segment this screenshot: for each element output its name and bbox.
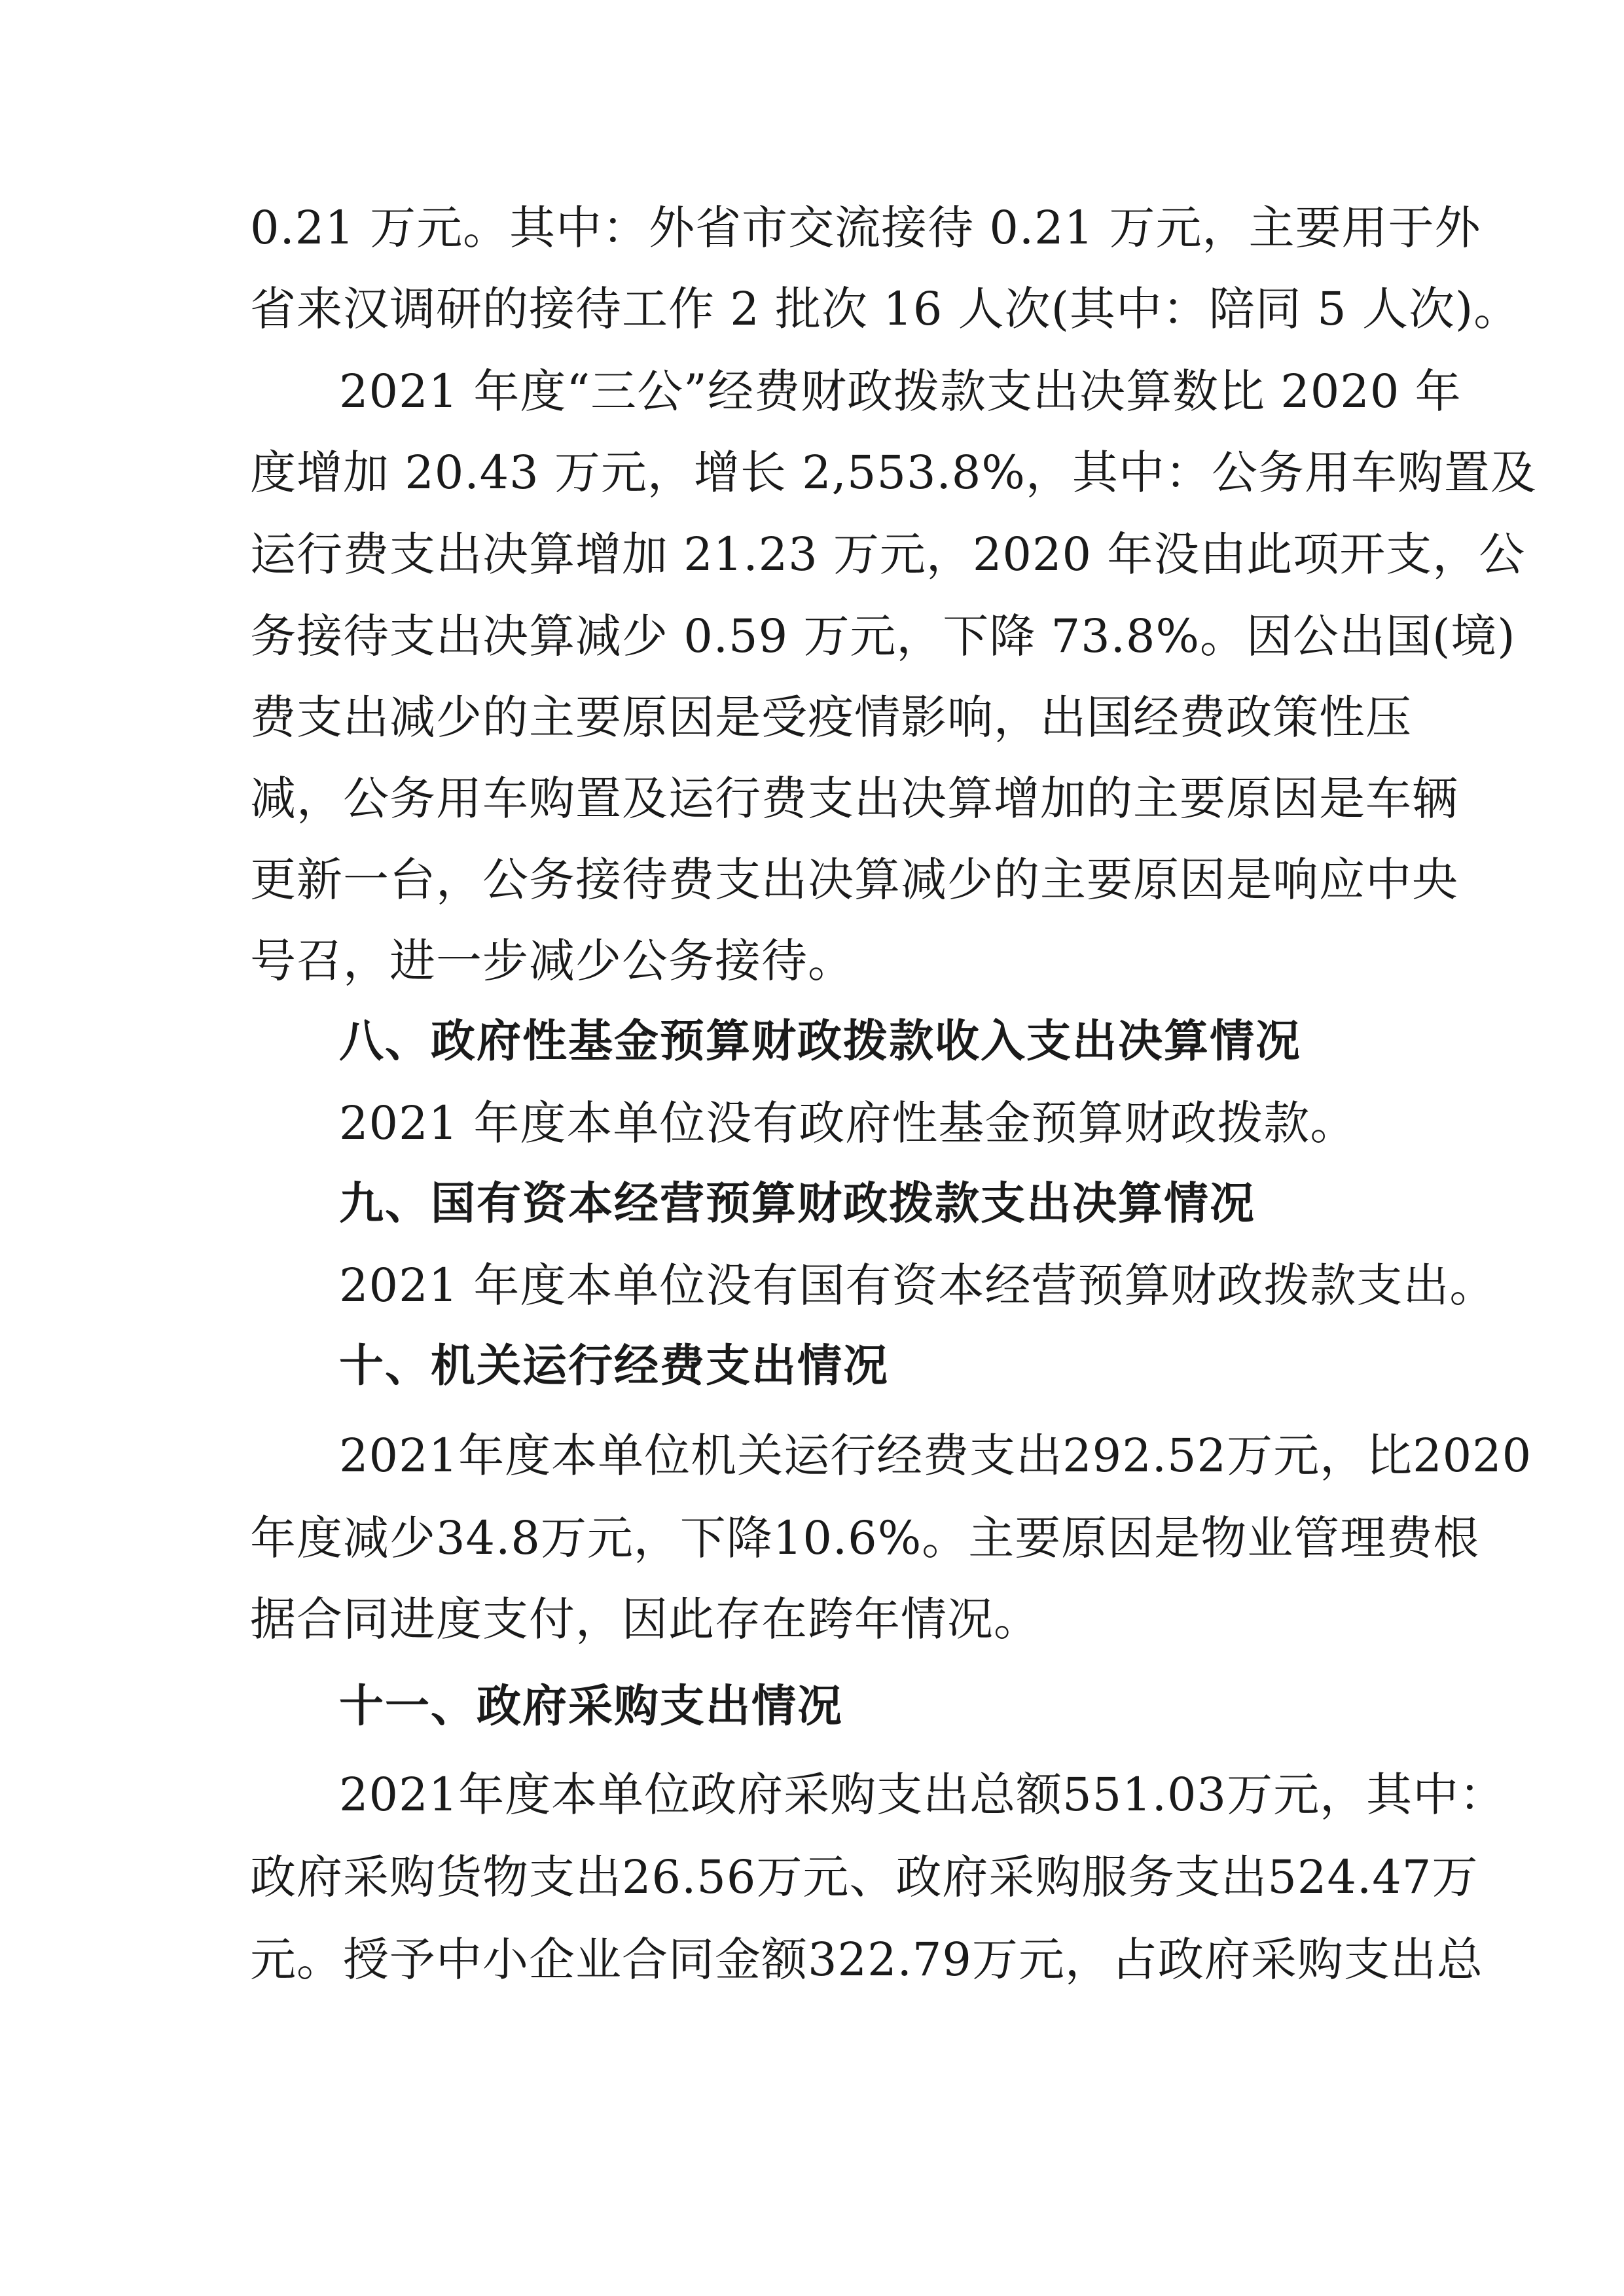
paragraph-line: 更新一台，公务接待费支出决算减少的主要原因是响应中央 [250, 853, 1458, 906]
paragraph-line: 据合同进度支付，因此存在跨年情况。 [250, 1592, 1040, 1646]
section-heading: 十、机关运行经费支出情况 [339, 1340, 890, 1392]
paragraph-line: 务接待支出决算减少 0.59 万元，下降 73.8%。因公出国(境) [250, 609, 1516, 663]
paragraph-line: 减，公务用车购置及运行费支出决算增加的主要原因是车辆 [250, 772, 1458, 825]
paragraph-line: 费支出减少的主要原因是受疫情影响，出国经费政策性压 [250, 691, 1412, 744]
section-heading: 八、政府性基金预算财政拨款收入支出决算情况 [339, 1016, 1302, 1067]
paragraph-line: 元。授予中小企业合同金额322.79万元，占政府采购支出总 [250, 1933, 1483, 1986]
paragraph-line: 省来汉调研的接待工作 2 批次 16 人次(其中：陪同 5 人次)。 [250, 282, 1521, 336]
paragraph-line: 2021年度本单位机关运行经费支出292.52万元，比2020 [339, 1429, 1532, 1482]
section-heading: 十一、政府采购支出情况 [339, 1681, 844, 1732]
paragraph-line: 政府采购货物支出26.56万元、政府采购服务支出524.47万 [250, 1850, 1479, 1904]
paragraph-line: 运行费支出决算增加 21.23 万元，2020 年没由此项开支，公 [250, 528, 1526, 581]
paragraph-line: 2021 年度本单位没有政府性基金预算财政拨款。 [339, 1096, 1357, 1150]
section-heading: 九、国有资本经营预算财政拨款支出决算情况 [339, 1178, 1256, 1230]
paragraph-line: 0.21 万元。其中：外省市交流接待 0.21 万元，主要用于外 [250, 201, 1481, 255]
paragraph-line: 2021年度本单位政府采购支出总额551.03万元，其中： [339, 1768, 1506, 1821]
paragraph-line: 号召，进一步减少公务接待。 [250, 934, 854, 988]
paragraph-line: 2021 年度“三公”经费财政拨款支出决算数比 2020 年 [339, 365, 1462, 418]
paragraph-line: 年度减少34.8万元，下降10.6%。主要原因是物业管理费根 [250, 1511, 1480, 1565]
paragraph-line: 度增加 20.43 万元，增长 2,553.8%，其中：公务用车购置及 [250, 446, 1537, 499]
paragraph-line: 2021 年度本单位没有国有资本经营预算财政拨款支出。 [339, 1259, 1496, 1312]
